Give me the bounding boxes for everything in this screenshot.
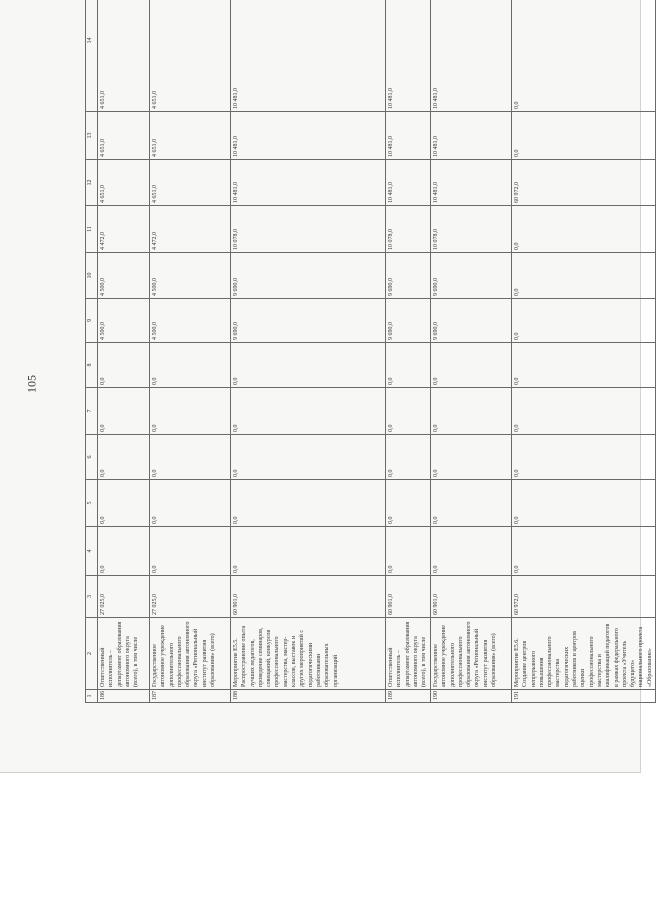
table-row <box>386 0 431 703</box>
row-name: Ответственный исполнитель – департамент образования автономного округа (всего), в том числе <box>98 618 150 690</box>
value-cell: 0,0 <box>512 480 656 527</box>
value-cell: 60 972,0 <box>512 160 656 206</box>
value-cell: 10 481,0 <box>231 112 386 160</box>
value-cell: 0,0 <box>150 435 231 480</box>
row-number: 190 <box>431 690 512 703</box>
value-cell: 4 651,0 <box>150 0 231 112</box>
value-cell: 0,0 <box>512 527 656 576</box>
value-cell: 4 472,0 <box>150 206 231 253</box>
value-cell: 0,0 <box>512 253 656 299</box>
value-cell: 4 651,0 <box>98 160 150 206</box>
value-cell: 0,0 <box>150 480 231 527</box>
value-cell: 9 690,0 <box>386 299 431 343</box>
column-number: 10 <box>86 253 98 299</box>
value-cell: 0,0 <box>231 435 386 480</box>
value-cell: 0,0 <box>512 0 656 112</box>
value-cell: 0,0 <box>231 480 386 527</box>
value-cell: 4 472,0 <box>98 206 150 253</box>
value-cell: 27 025,0 <box>150 576 231 618</box>
value-cell: 0,0 <box>150 388 231 435</box>
value-cell: 0,0 <box>98 527 150 576</box>
value-cell: 0,0 <box>150 527 231 576</box>
value-cell: 4 651,0 <box>150 160 231 206</box>
column-number: 13 <box>86 112 98 160</box>
value-cell: 0,0 <box>98 343 150 388</box>
table-row <box>512 0 656 703</box>
value-cell: 0,0 <box>431 527 512 576</box>
value-cell: 10 078,0 <box>386 206 431 253</box>
value-cell: 0,0 <box>512 206 656 253</box>
column-number: 8 <box>86 343 98 388</box>
value-cell: 4 500,0 <box>150 253 231 299</box>
budget-table <box>85 0 656 703</box>
column-number: 12 <box>86 160 98 206</box>
column-number: 6 <box>86 435 98 480</box>
column-number: 2 <box>86 618 98 690</box>
column-number: 1 <box>86 690 98 703</box>
row-number: 188 <box>231 690 386 703</box>
value-cell: 9 690,0 <box>431 299 512 343</box>
value-cell: 0,0 <box>386 527 431 576</box>
value-cell: 0,0 <box>386 388 431 435</box>
value-cell: 0,0 <box>431 480 512 527</box>
value-cell: 10 481,0 <box>386 160 431 206</box>
value-cell: 10 481,0 <box>231 160 386 206</box>
column-number: 3 <box>86 576 98 618</box>
table-row <box>98 0 150 703</box>
value-cell: 0,0 <box>512 112 656 160</box>
value-cell: 60 901,0 <box>386 576 431 618</box>
value-cell: 60 901,0 <box>431 576 512 618</box>
column-number: 11 <box>86 206 98 253</box>
row-name: Государственное автономное учреждение дополнительного профессионального образования автономного округа «Региональный институт развития образования» (всего) <box>150 618 231 690</box>
value-cell: 0,0 <box>98 435 150 480</box>
column-number: 9 <box>86 299 98 343</box>
value-cell: 0,0 <box>431 343 512 388</box>
value-cell: 10 481,0 <box>386 0 431 112</box>
value-cell: 4 500,0 <box>150 299 231 343</box>
value-cell: 0,0 <box>98 388 150 435</box>
value-cell: 0,0 <box>512 299 656 343</box>
value-cell: 4 651,0 <box>150 112 231 160</box>
value-cell: 0,0 <box>150 343 231 388</box>
row-number: 189 <box>386 690 431 703</box>
header-row <box>86 0 98 703</box>
row-number: 187 <box>150 690 231 703</box>
value-cell: 4 651,0 <box>98 112 150 160</box>
value-cell: 0,0 <box>231 527 386 576</box>
value-cell: 27 025,0 <box>98 576 150 618</box>
value-cell: 9 690,0 <box>231 253 386 299</box>
value-cell: 10 481,0 <box>386 112 431 160</box>
value-cell: 0,0 <box>231 388 386 435</box>
value-cell: 4 651,0 <box>98 0 150 112</box>
value-cell: 0,0 <box>431 435 512 480</box>
row-name: Ответственный исполнитель – департамент образования автономного округа (всего), в том числе <box>386 618 431 690</box>
value-cell: 10 481,0 <box>431 160 512 206</box>
value-cell: 0,0 <box>386 435 431 480</box>
value-cell: 4 500,0 <box>98 253 150 299</box>
row-name: Государственное автономное учреждение дополнительного профессионального образования автономного округа «Региональный институт развития образования» (всего) <box>431 618 512 690</box>
rotated-table-wrapper <box>85 20 653 703</box>
value-cell: 0,0 <box>98 480 150 527</box>
row-name: Мероприятие Е5.6. Создание центров непрерывного повышения профессионального мастерства педагогических работников и центров оценки профессионального мастерства и квалификаций педагогов в рамках федерального проекта «Учитель будущего» национального проекта «Образование» <box>512 618 656 690</box>
value-cell: 4 500,0 <box>98 299 150 343</box>
column-number: 7 <box>86 388 98 435</box>
value-cell: 0,0 <box>512 388 656 435</box>
value-cell: 9 690,0 <box>386 253 431 299</box>
column-number: 5 <box>86 480 98 527</box>
value-cell: 0,0 <box>512 435 656 480</box>
value-cell: 0,0 <box>431 388 512 435</box>
value-cell: 0,0 <box>386 343 431 388</box>
value-cell: 10 078,0 <box>431 206 512 253</box>
table-row <box>231 0 386 703</box>
value-cell: 9 690,0 <box>231 299 386 343</box>
value-cell: 60 972,0 <box>512 576 656 618</box>
value-cell: 10 481,0 <box>431 0 512 112</box>
row-number: 191 <box>512 690 656 703</box>
value-cell: 9 690,0 <box>431 253 512 299</box>
table-row <box>150 0 231 703</box>
column-number: 4 <box>86 527 98 576</box>
column-number: 14 <box>86 0 98 112</box>
row-number: 186 <box>98 690 150 703</box>
value-cell: 10 481,0 <box>431 112 512 160</box>
row-name: Мероприятие Е5.5. Распространение опыта лучших педагогов, проведение семинаров, совещаний, конкурсов профессионального мастерства, мастер-классов, выставок и других мероприятий с педагогическими работниками образовательных организаций <box>231 618 386 690</box>
value-cell: 60 901,0 <box>231 576 386 618</box>
value-cell: 0,0 <box>231 343 386 388</box>
value-cell: 0,0 <box>386 480 431 527</box>
value-cell: 10 481,0 <box>231 0 386 112</box>
table-body <box>98 0 656 703</box>
table-row <box>431 0 512 703</box>
page-number: 105 <box>24 375 39 393</box>
value-cell: 10 078,0 <box>231 206 386 253</box>
value-cell: 0,0 <box>512 343 656 388</box>
